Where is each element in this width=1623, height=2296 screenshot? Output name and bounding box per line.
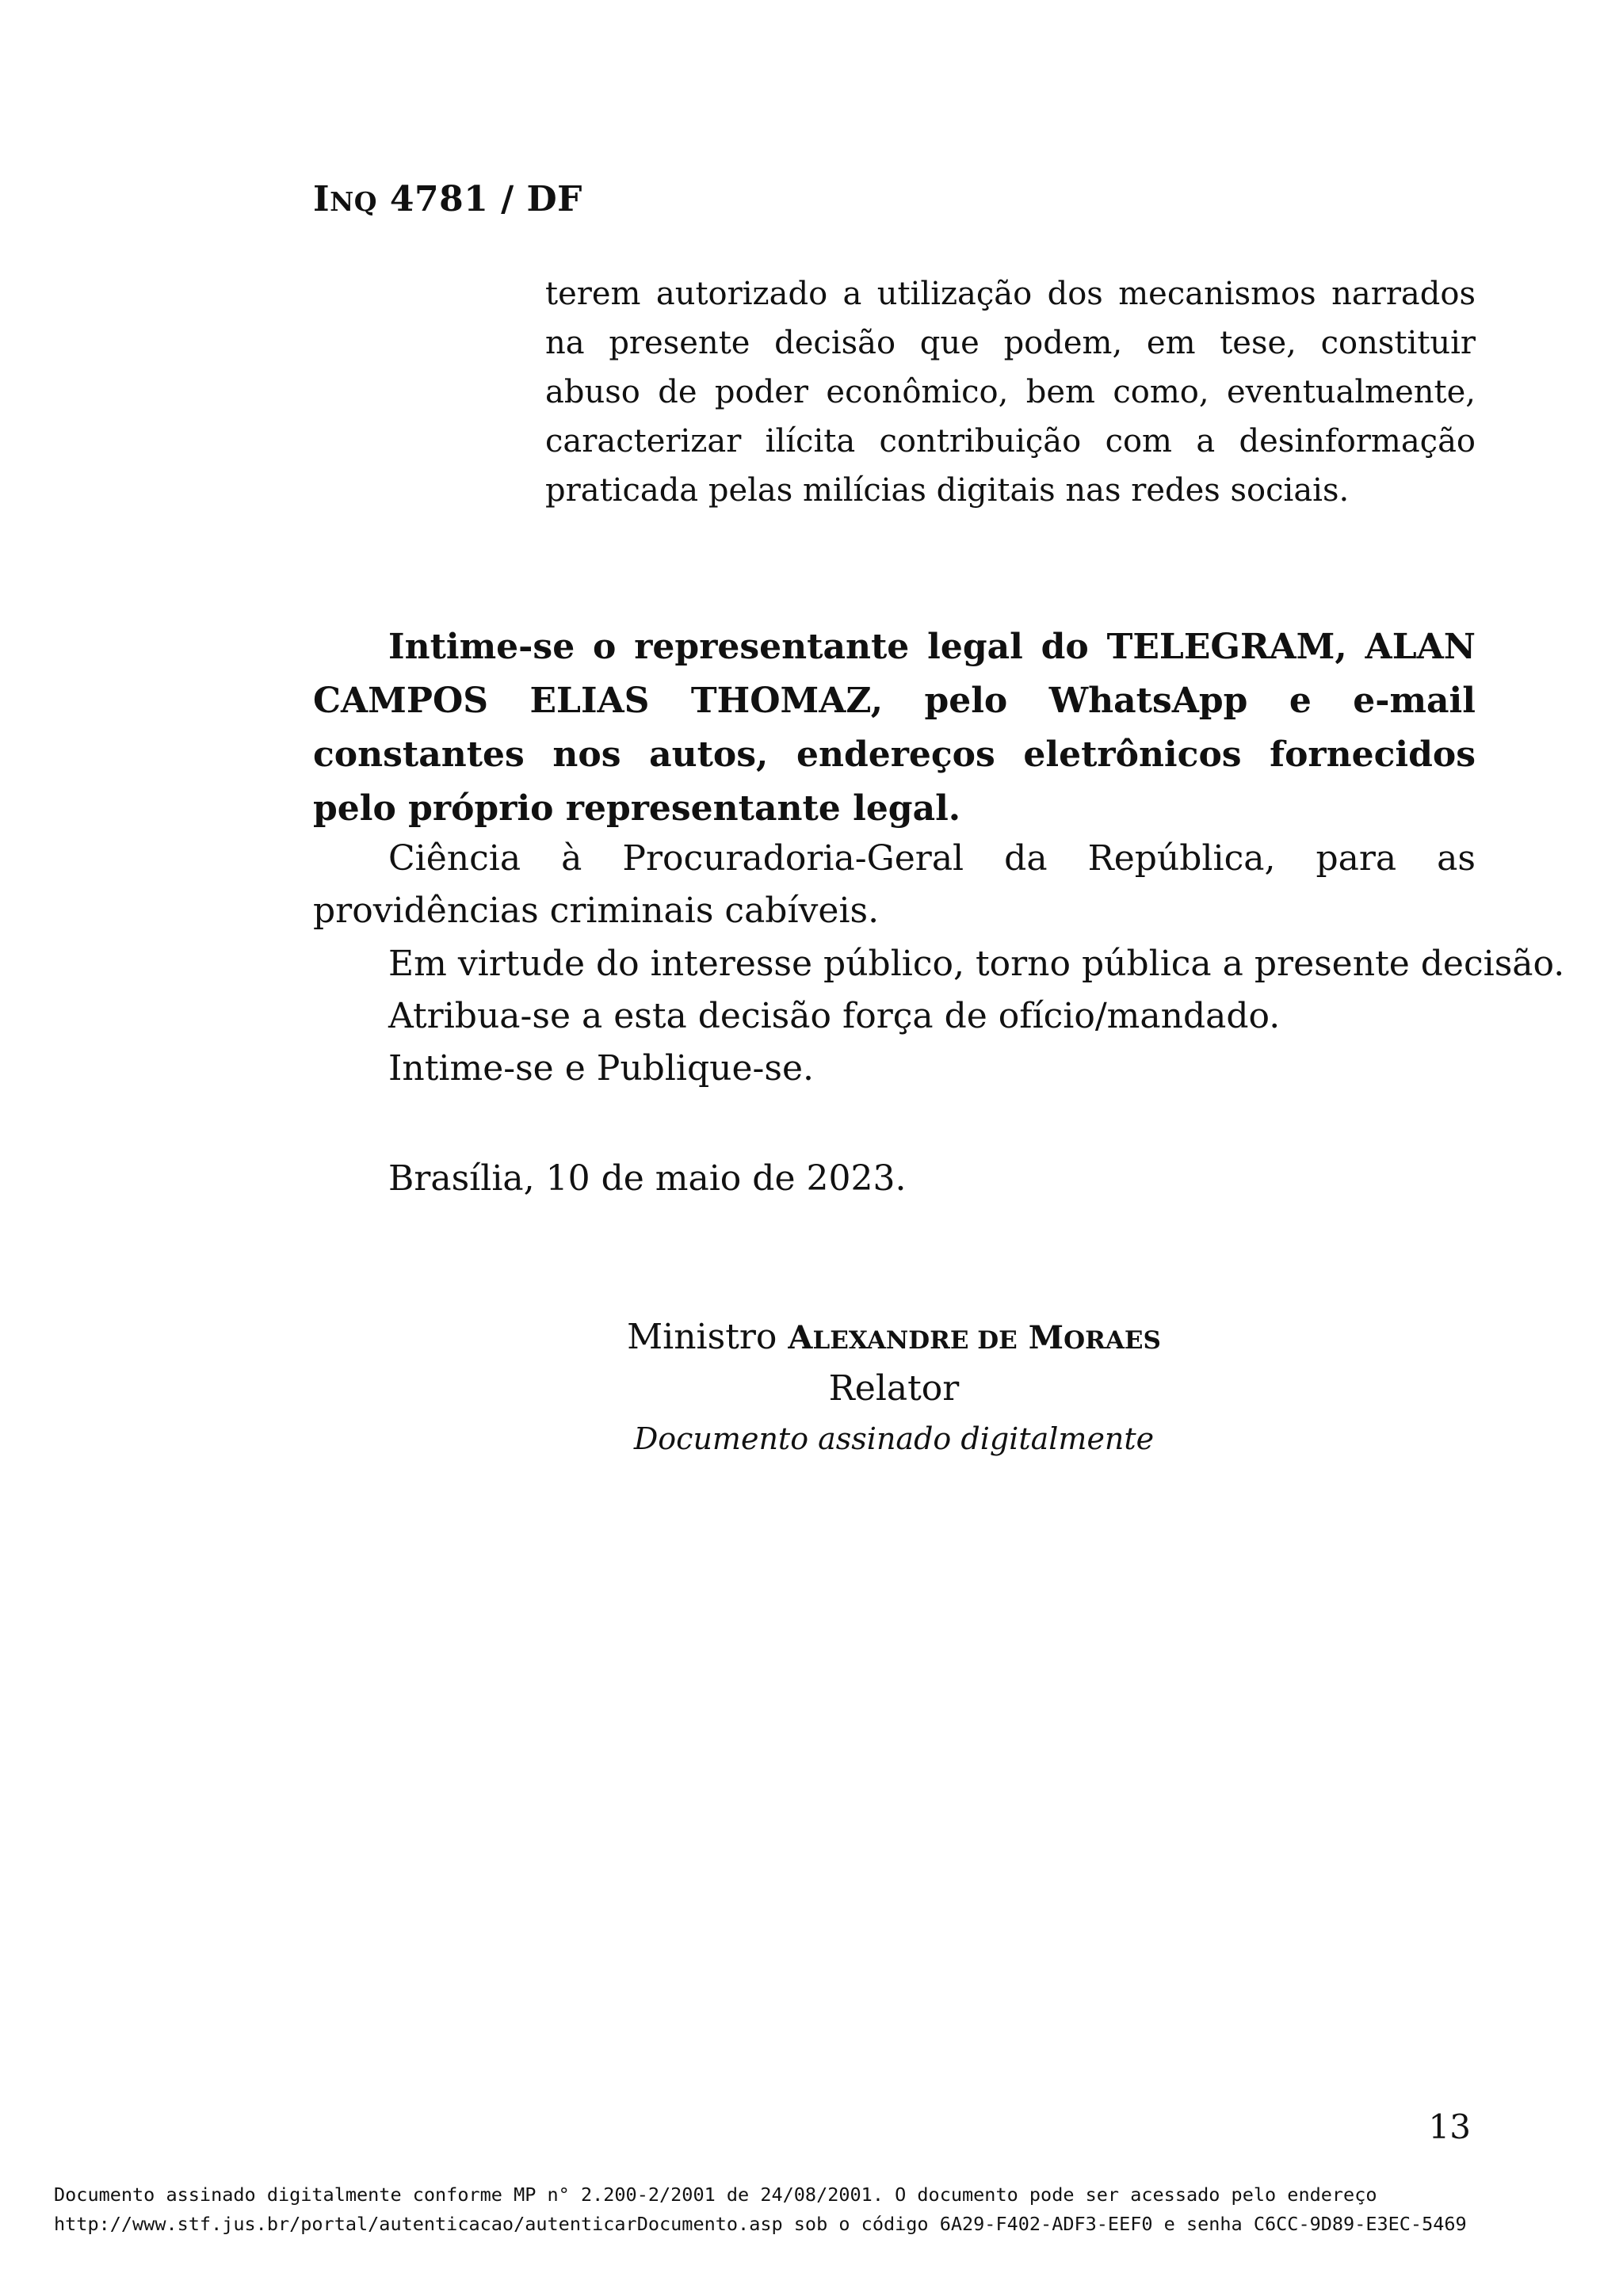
case-header-number: 4781 / DF xyxy=(389,179,582,219)
authentication-footer xyxy=(54,2180,1467,2239)
mandate-line: Atribua-se a esta decisão força de ofício/mandado. xyxy=(388,996,1281,1036)
signature-name-b-rest: ORAES xyxy=(1064,1326,1161,1355)
footer-line-1: Documento assinado digitalmente conforme MP n° 2.200-2/2001 de 24/08/2001. O documento pode ser acessado pelo endereço xyxy=(54,2183,1377,2206)
case-header-prefix: NQ xyxy=(330,186,378,217)
signature-note: Documento assinado digitalmente xyxy=(633,1421,1155,1456)
signature-role: Relator xyxy=(828,1368,960,1409)
signature-name-b-initial: M xyxy=(1028,1319,1064,1356)
date-line: Brasília, 10 de maio de 2023. xyxy=(388,1158,907,1199)
case-header-initial: I xyxy=(313,179,330,219)
publicity-line: Em virtude do interesse público, torno pública a presente decisão. xyxy=(388,944,1565,984)
signature-title: Ministro xyxy=(627,1317,777,1357)
signature-name xyxy=(0,1311,1623,1367)
ciencia-paragraph: Ciência à Procuradoria-Geral da República, para as providências criminais cabíveis. xyxy=(313,838,1476,931)
footer-line-2: http://www.stf.jus.br/portal/autenticacao/autenticarDocumento.asp sob o código 6A29-F402-ADF3-EEF0 e senha C6CC-9D89-E3EC-5469 xyxy=(54,2213,1467,2235)
indented-paragraph: terem autorizado a utilização dos mecanismos narrados na presente decisão que podem, em tese, constituir abuso de poder econômico, bem como, eventualmente, caracterizar ilícita contribuição com a desinformação praticada pelas milícias digitais nas redes sociais. xyxy=(545,276,1476,509)
publish-line: Intime-se e Publique-se. xyxy=(388,1048,815,1089)
notification-order-paragraph: Intime-se o representante legal do TELEGRAM, ALAN CAMPOS ELIAS THOMAZ, pelo WhatsApp e e-mail constantes nos autos, endereços eletrônicos fornecidos pelo próprio representante legal. xyxy=(313,627,1476,829)
page-number: 13 xyxy=(1428,2107,1471,2146)
case-header xyxy=(313,179,582,219)
signature-name-a-initial: A xyxy=(788,1319,813,1356)
signature-name-a-rest: LEXANDRE DE xyxy=(812,1326,1018,1355)
